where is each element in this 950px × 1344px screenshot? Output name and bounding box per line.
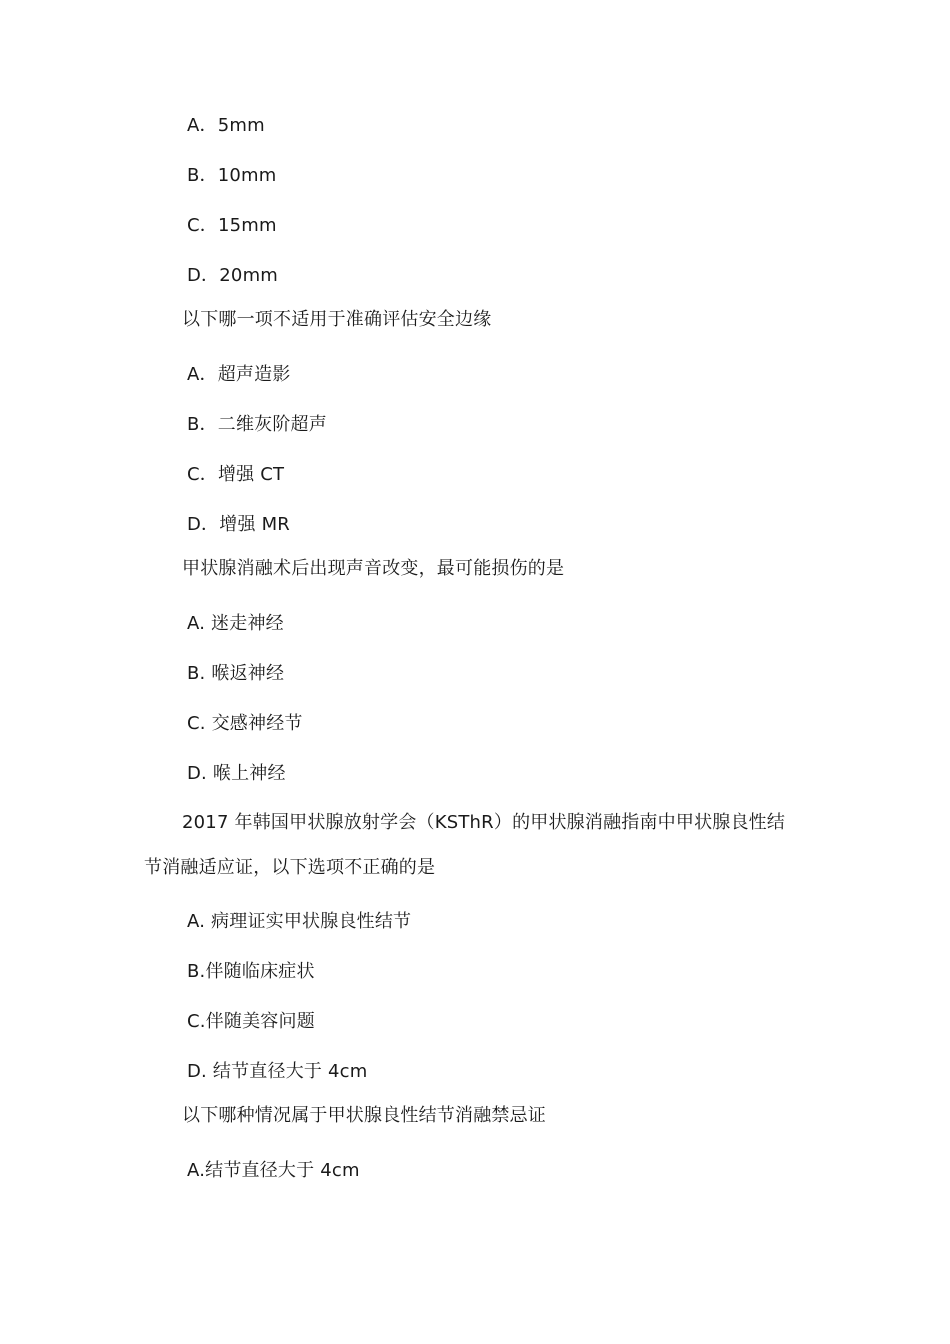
q1-option-a: A．5mm [187,115,265,136]
q1-option-d: D．20mm [187,265,279,286]
q2-question: 以下哪一项不适用于准确评估安全边缘 [182,309,492,330]
q4-option-a: A. 病理证实甲状腺良性结节 [187,911,412,932]
q4-question-line1: 2017 年韩国甲状腺放射学会（KSThR）的甲状腺消融指南中甲状腺良性结 [182,812,786,833]
q3-option-d: D. 喉上神经 [187,763,286,784]
q3-question: 甲状腺消融术后出现声音改变，最可能损伤的是 [182,558,565,579]
q5-question: 以下哪种情况属于甲状腺良性结节消融禁忌证 [182,1105,546,1126]
q4-option-c: C.伴随美容问题 [187,1011,315,1032]
q4-option-d: D. 结节直径大于 4cm [187,1061,368,1082]
q2-option-b: B．二维灰阶超声 [187,414,327,435]
q1-option-b: B．10mm [187,165,277,186]
q3-option-c: C. 交感神经节 [187,713,303,734]
q2-option-a: A．超声造影 [187,364,291,385]
q3-option-b: B. 喉返神经 [187,663,285,684]
q2-option-c: C．增强 CT [187,464,285,485]
q1-option-c: C．15mm [187,215,277,236]
q4-question-line2: 节消融适应证，以下选项不正确的是 [144,857,436,878]
q3-option-a: A. 迷走神经 [187,613,284,634]
q5-option-a: A.结节直径大于 4cm [187,1160,360,1181]
q2-option-d: D．增强 MR [187,514,291,535]
q4-option-b: B.伴随临床症状 [187,961,315,982]
